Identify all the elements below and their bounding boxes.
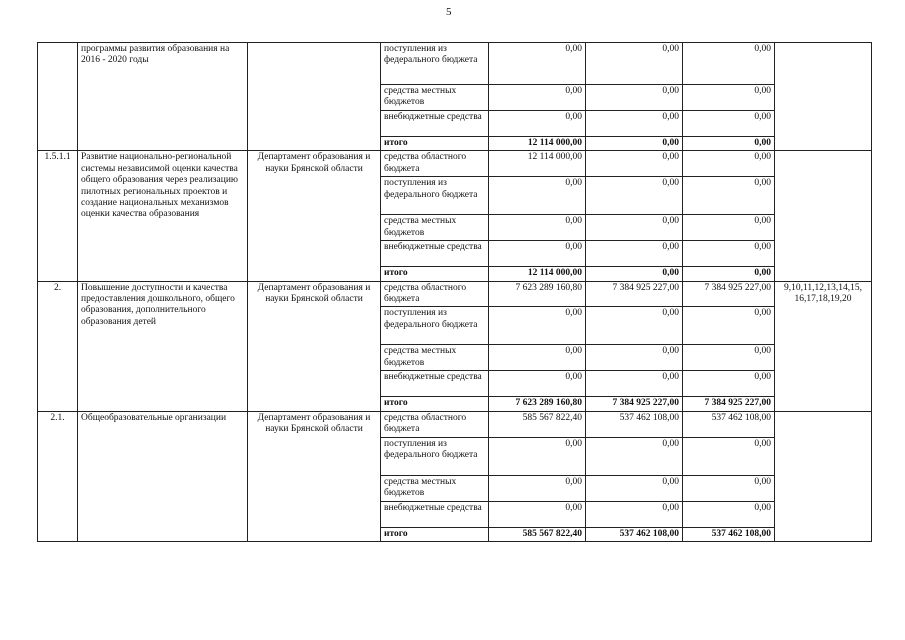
amount-cell: 0,00 [586,177,683,215]
amount-cell: 0,00 [586,137,683,151]
amount-cell: 12 114 000,00 [489,137,586,151]
row-name: программы развития образования на 2016 - 2020 годы [78,43,248,151]
row-name: Общеобразовательные организации [78,411,248,541]
row-indicators [775,411,872,541]
amount-cell: 0,00 [683,43,775,85]
amount-cell: 0,00 [586,85,683,111]
amount-cell: 0,00 [683,307,775,345]
amount-cell: 0,00 [489,437,586,475]
funding-source: итого [381,137,489,151]
funding-source: поступления из федерального бюджета [381,437,489,475]
amount-cell: 0,00 [489,177,586,215]
row-number [38,43,78,151]
amount-cell: 0,00 [489,371,586,397]
row-indicators [775,151,872,281]
amount-cell: 0,00 [683,111,775,137]
row-number: 2.1. [38,411,78,541]
amount-cell: 0,00 [683,437,775,475]
amount-cell: 0,00 [683,501,775,527]
funding-source: внебюджетные средства [381,371,489,397]
amount-cell: 0,00 [489,345,586,371]
funding-source: итого [381,527,489,541]
amount-cell: 0,00 [489,475,586,501]
amount-cell: 0,00 [489,111,586,137]
amount-cell: 0,00 [683,241,775,267]
funding-source: средства местных бюджетов [381,475,489,501]
table-row [38,151,872,177]
amount-cell: 585 567 822,40 [489,527,586,541]
amount-cell: 0,00 [683,85,775,111]
funding-source: внебюджетные средства [381,501,489,527]
amount-cell: 537 462 108,00 [683,527,775,541]
funding-source: средства областного бюджета [381,281,489,307]
page-number: 5 [446,6,452,18]
funding-source: средства местных бюджетов [381,215,489,241]
amount-cell: 0,00 [586,501,683,527]
row-executor [248,43,381,151]
amount-cell: 537 462 108,00 [683,411,775,437]
row-number: 1.5.1.1 [38,151,78,281]
table-row [38,411,872,437]
row-name: Развитие национально-региональной системы независимой оценки качества общего образования через реализацию пилотных региональных проектов и создание национальных механизмов оценки качества образования [78,151,248,281]
funding-source: средства местных бюджетов [381,345,489,371]
amount-cell: 0,00 [683,371,775,397]
amount-cell: 7 384 925 227,00 [586,397,683,411]
amount-cell: 7 384 925 227,00 [683,281,775,307]
funding-source: поступления из федерального бюджета [381,307,489,345]
amount-cell: 0,00 [683,475,775,501]
amount-cell: 7 384 925 227,00 [586,281,683,307]
amount-cell: 0,00 [489,215,586,241]
amount-cell: 0,00 [586,215,683,241]
funding-source: итого [381,397,489,411]
amount-cell: 0,00 [586,43,683,85]
funding-source: средства областного бюджета [381,411,489,437]
amount-cell: 0,00 [489,85,586,111]
table-row [38,281,872,307]
amount-cell: 0,00 [683,177,775,215]
table-row [38,43,872,85]
row-executor: Департамент образования и науки Брянской области [248,411,381,541]
amount-cell: 0,00 [683,267,775,281]
amount-cell: 0,00 [586,151,683,177]
amount-cell: 0,00 [586,111,683,137]
amount-cell: 0,00 [586,475,683,501]
funding-source: поступления из федерального бюджета [381,43,489,85]
amount-cell: 0,00 [586,437,683,475]
amount-cell: 7 623 289 160,80 [489,281,586,307]
amount-cell: 537 462 108,00 [586,527,683,541]
row-number: 2. [38,281,78,411]
amount-cell: 0,00 [489,43,586,85]
budget-table [37,42,872,542]
amount-cell: 0,00 [586,345,683,371]
row-name: Повышение доступности и качества предоставления дошкольного, общего образования, дополнительного образования детей [78,281,248,411]
amount-cell: 0,00 [586,307,683,345]
funding-source: внебюджетные средства [381,241,489,267]
row-indicators: 9,10,11,12,13,14,15, 16,17,18,19,20 [775,281,872,411]
funding-source: поступления из федерального бюджета [381,177,489,215]
amount-cell: 7 384 925 227,00 [683,397,775,411]
amount-cell: 12 114 000,00 [489,267,586,281]
amount-cell: 0,00 [683,137,775,151]
row-executor: Департамент образования и науки Брянской области [248,281,381,411]
amount-cell: 0,00 [586,267,683,281]
funding-source: внебюджетные средства [381,111,489,137]
amount-cell: 0,00 [586,371,683,397]
amount-cell: 0,00 [489,241,586,267]
funding-source: средства областного бюджета [381,151,489,177]
amount-cell: 0,00 [489,307,586,345]
amount-cell: 0,00 [683,345,775,371]
amount-cell: 7 623 289 160,80 [489,397,586,411]
amount-cell: 0,00 [683,151,775,177]
amount-cell: 585 567 822,40 [489,411,586,437]
funding-source: средства местных бюджетов [381,85,489,111]
amount-cell: 12 114 000,00 [489,151,586,177]
row-executor: Департамент образования и науки Брянской области [248,151,381,281]
amount-cell: 0,00 [586,241,683,267]
amount-cell: 0,00 [683,215,775,241]
row-indicators [775,43,872,151]
amount-cell: 0,00 [489,501,586,527]
amount-cell: 537 462 108,00 [586,411,683,437]
funding-source: итого [381,267,489,281]
